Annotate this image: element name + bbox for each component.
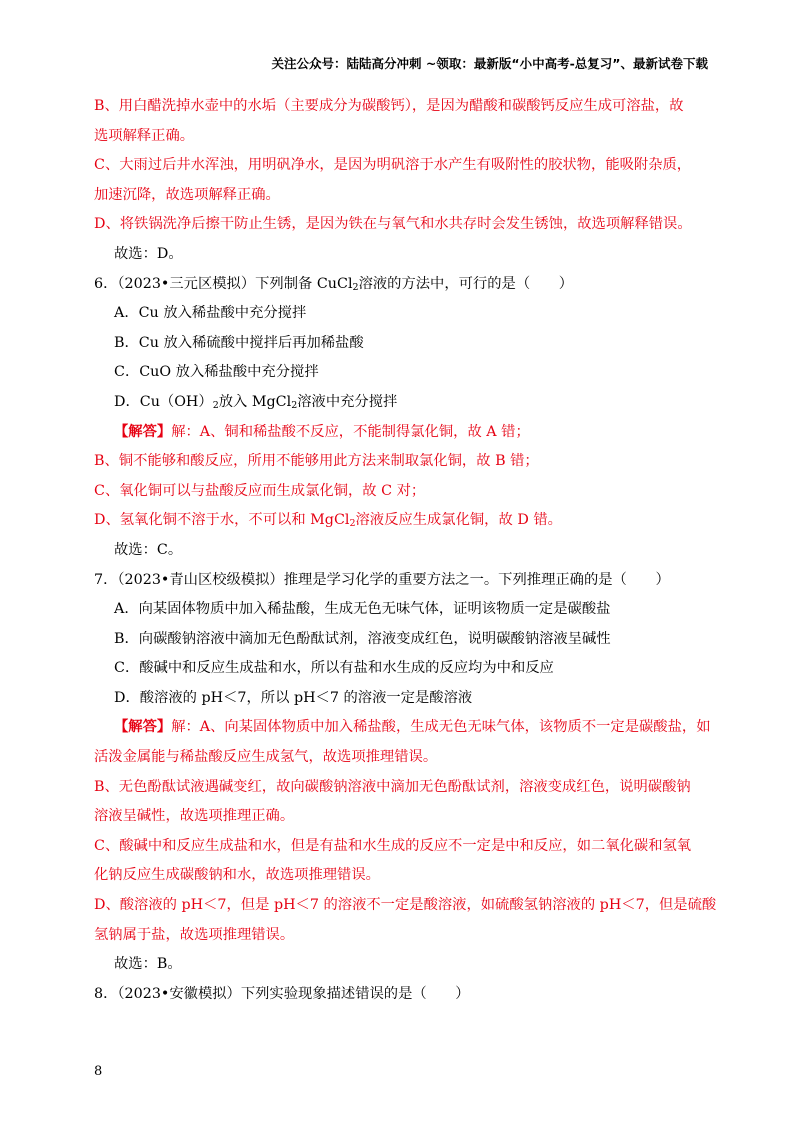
q7-answer-a-line1: 【解答】解：A、向某固体物质中加入稀盐酸，生成无色无味气体，该物质不一定是碳酸盐，如: [114, 719, 711, 736]
q7-answer-d-line2: 氢钠属于盐，故选项推理错误。: [94, 926, 295, 943]
q8-stem: 8．（2023•安徽模拟）下列实验现象描述错误的是（ ）: [94, 985, 470, 1002]
page-number: 8: [94, 1064, 103, 1079]
q5-answer-b-line2: 选项解释正确。: [94, 127, 195, 144]
q6-option-a: A．Cu 放入稀盐酸中充分搅拌: [114, 305, 307, 322]
q6-option-b: B．Cu 放入稀硫酸中搅拌后再加稀盐酸: [114, 334, 364, 351]
answer-tag: 【解答】: [114, 719, 172, 736]
q5-answer-b-line1: B、用白醋洗掉水壶中的水垢（主要成分为碳酸钙），是因为醋酸和碳酸钙反应生成可溶盐，故: [94, 98, 684, 114]
q7-answer-c-line2: 化钠反应生成碳酸钠和水，故选项推理错误。: [94, 867, 380, 884]
q7-answer-a-line2: 活泼金属能与稀盐酸反应生成氢气，故选项推理错误。: [94, 749, 438, 766]
q6-option-c: C．CuO 放入稀盐酸中充分搅拌: [114, 364, 319, 381]
q6-answer-a: 【解答】解：A、铜和稀盐酸不反应，不能制得氯化铜，故 A 错；: [114, 423, 530, 440]
q7-stem: 7．（2023•青山区校级模拟）推理是学习化学的重要方法之一。下列推理正确的是（ ）: [94, 571, 670, 588]
q5-answer-c-line2: 加速沉降，故选项解释正确。: [94, 186, 280, 203]
q7-option-d: D．酸溶液的 pH＜7，所以 pH＜7 的溶液一定是酸溶液: [114, 689, 473, 706]
q5-choice: 故选：D。: [114, 245, 183, 262]
q7-answer-c-line1: C、酸碱中和反应生成盐和水，但是有盐和水生成的反应不一定是中和反应，如二氧化碳和氢氧: [94, 837, 692, 854]
answer-tag: 【解答】: [114, 423, 172, 440]
q6-stem: 6．（2023•三元区模拟）下列制备 CuCl$_2$溶液的方法中，可行的是（ ）: [94, 275, 574, 293]
q7-answer-d-line1: D、酸溶液的 pH＜7，但是 pH＜7 的溶液不一定是酸溶液，如硫酸氢钠溶液的 pH＜7，但是硫酸: [94, 897, 717, 914]
q6-option-d: D．$Cu(OH)_2$放入 MgCl$_2$溶液中充分搅拌: [114, 393, 398, 411]
q7-choice: 故选：B。: [114, 956, 182, 973]
q5-answer-c-line1: C、大雨过后井水浑浊，用明矾净水，是因为明矾溶于水产生有吸附性的胶状物，能吸附杂质，: [94, 157, 692, 174]
page-header: 关注公众号：陆陆高分冲刺 ~领取：最新版“小中高考-总复习”、最新试卷下载: [271, 56, 708, 71]
q7-option-a: A．向某固体物质中加入稀盐酸，生成无色无味气体，证明该物质一定是碳酸盐: [114, 601, 611, 618]
q5-answer-d: D、将铁锅洗净后擦干防止生锈，是因为铁在与氧气和水共存时会发生锈蚀，故选项解释错误。: [94, 216, 692, 233]
q6-answer-b: B、铜不能够和酸反应，所用不能够用此方法来制取氯化铜，故 B 错；: [94, 453, 539, 470]
q7-answer-b-line1: B、无色酚酞试液遇碱变红，故向碳酸钠溶液中滴加无色酚酞试剂，溶液变成红色，说明碳酸钠: [94, 778, 691, 795]
q6-answer-c: C、氧化铜可以与盐酸反应而生成氯化铜，故 C 对；: [94, 482, 426, 499]
q7-answer-b-line2: 溶液呈碱性，故选项推理正确。: [94, 808, 295, 825]
q7-option-b: B．向碳酸钠溶液中滴加无色酚酞试剂，溶液变成红色，说明碳酸钠溶液呈碱性: [114, 630, 611, 647]
page-content: [94, 92, 734, 1009]
q6-choice: 故选：C。: [114, 541, 183, 558]
q7-option-c: C．酸碱中和反应生成盐和水，所以有盐和水生成的反应均为中和反应: [114, 660, 554, 677]
q6-answer-d: D、氢氧化铜不溶于水，不可以和 MgCl$_2$溶液反应生成氯化铜，故 D 错。: [94, 512, 562, 530]
